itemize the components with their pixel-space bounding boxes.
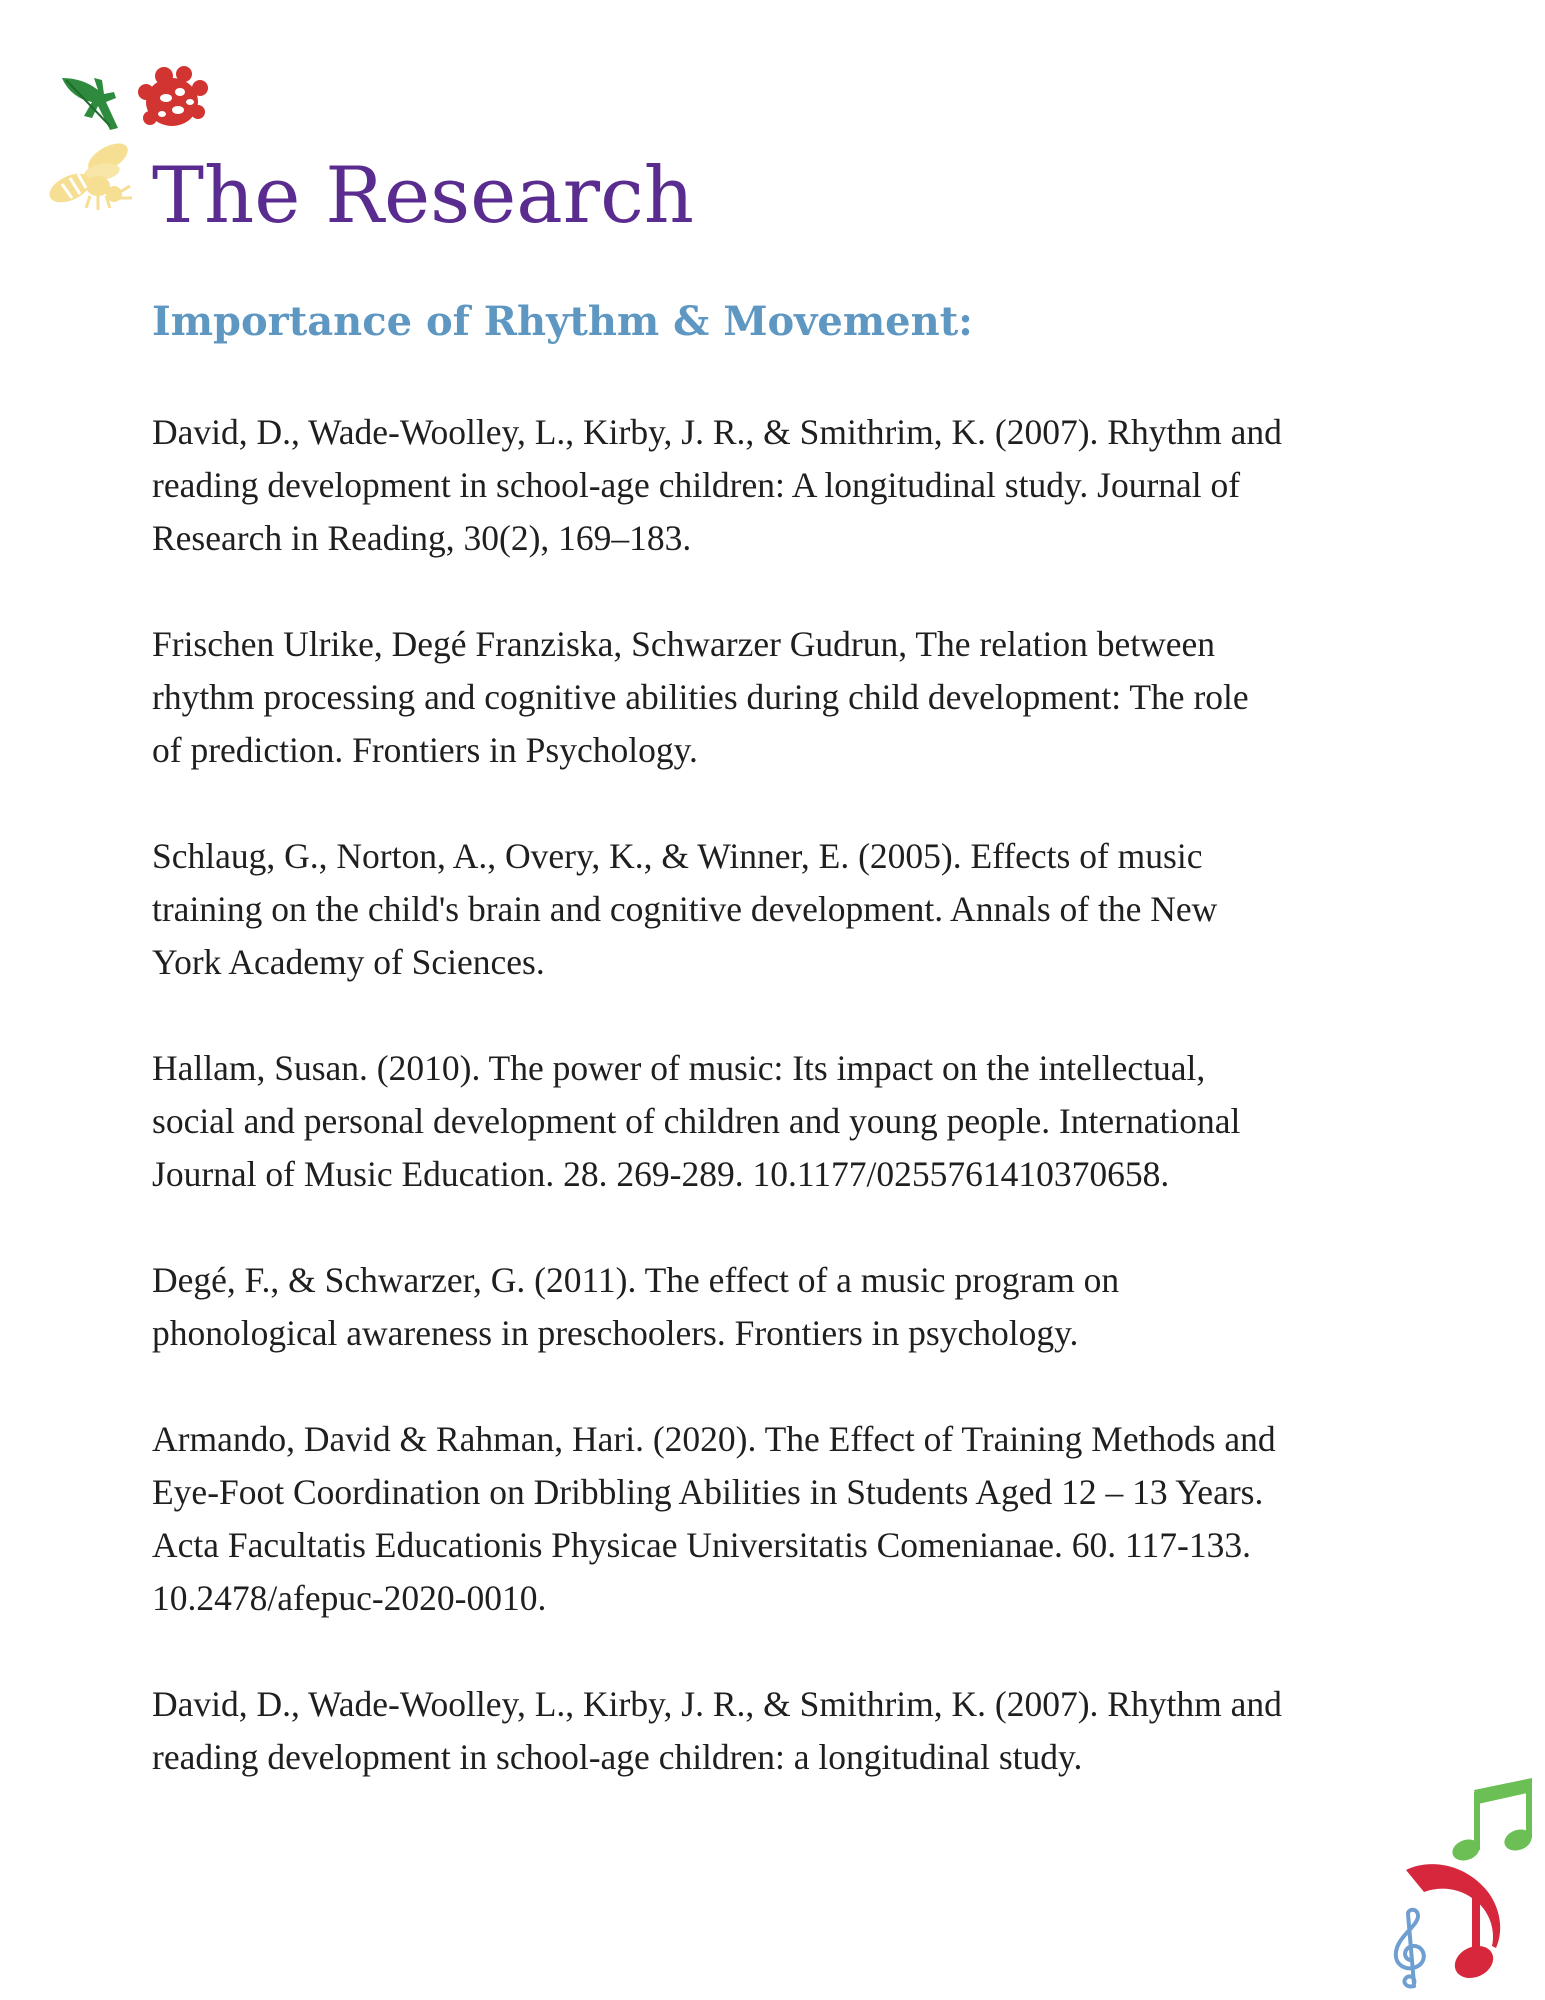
leaf-icon xyxy=(58,72,122,136)
reference-line: Research in Reading, 30(2), 169–183. xyxy=(152,518,692,558)
reference-item xyxy=(152,830,1412,989)
page-title: The Research xyxy=(152,151,695,241)
music-notes-icon xyxy=(1448,1778,1536,1864)
reference-item xyxy=(152,1413,1412,1625)
reference-line: Journal of Music Education. 28. 269-289. 10.1177/0255761410370658. xyxy=(152,1154,1170,1194)
reference-line: social and personal development of children and young people. International xyxy=(152,1101,1241,1141)
reference-line: 10.2478/afepuc-2020-0010. xyxy=(152,1578,547,1618)
reference-item xyxy=(152,406,1412,565)
reference-line: Degé, F., & Schwarzer, G. (2011). The effect of a music program on xyxy=(152,1260,1120,1300)
reference-line: phonological awareness in preschoolers. Frontiers in psychology. xyxy=(152,1313,1079,1353)
reference-item xyxy=(152,1042,1412,1201)
reference-line: of prediction. Frontiers in Psychology. xyxy=(152,730,698,770)
reference-line: training on the child's brain and cognitive development. Annals of the New xyxy=(152,889,1218,929)
reference-line: reading development in school-age children: A longitudinal study. Journal of xyxy=(152,465,1241,505)
reference-line: Eye-Foot Coordination on Dribbling Abilities in Students Aged 12 – 13 Years. xyxy=(152,1472,1264,1512)
reference-item xyxy=(152,618,1412,777)
treble-clef-icon xyxy=(1384,1906,1440,1992)
reference-item xyxy=(152,1678,1412,1784)
reference-line: Schlaug, G., Norton, A., Overy, K., & Winner, E. (2005). Effects of music xyxy=(152,836,1203,876)
reference-line: York Academy of Sciences. xyxy=(152,942,545,982)
reference-line: David, D., Wade-Woolley, L., Kirby, J. R., & Smithrim, K. (2007). Rhythm and xyxy=(152,412,1282,452)
reference-item xyxy=(152,1254,1412,1360)
reference-line: rhythm processing and cognitive abilities during child development: The role xyxy=(152,677,1249,717)
reference-line: Armando, David & Rahman, Hari. (2020). The Effect of Training Methods and xyxy=(152,1419,1276,1459)
reference-line: Hallam, Susan. (2010). The power of music: Its impact on the intellectual, xyxy=(152,1048,1206,1088)
section-heading: Importance of Rhythm & Movement: xyxy=(152,298,973,345)
bee-icon xyxy=(46,142,134,212)
reference-line: Acta Facultatis Educationis Physicae Universitatis Comenianae. 60. 117-133. xyxy=(152,1525,1251,1565)
reference-line: Frischen Ulrike, Degé Franziska, Schwarzer Gudrun, The relation between xyxy=(152,624,1215,664)
reference-line: David, D., Wade-Woolley, L., Kirby, J. R., & Smithrim, K. (2007). Rhythm and xyxy=(152,1684,1282,1724)
reference-line: reading development in school-age children: a longitudinal study. xyxy=(152,1737,1083,1777)
reference-list xyxy=(152,406,1412,1837)
berry-icon xyxy=(134,62,210,134)
